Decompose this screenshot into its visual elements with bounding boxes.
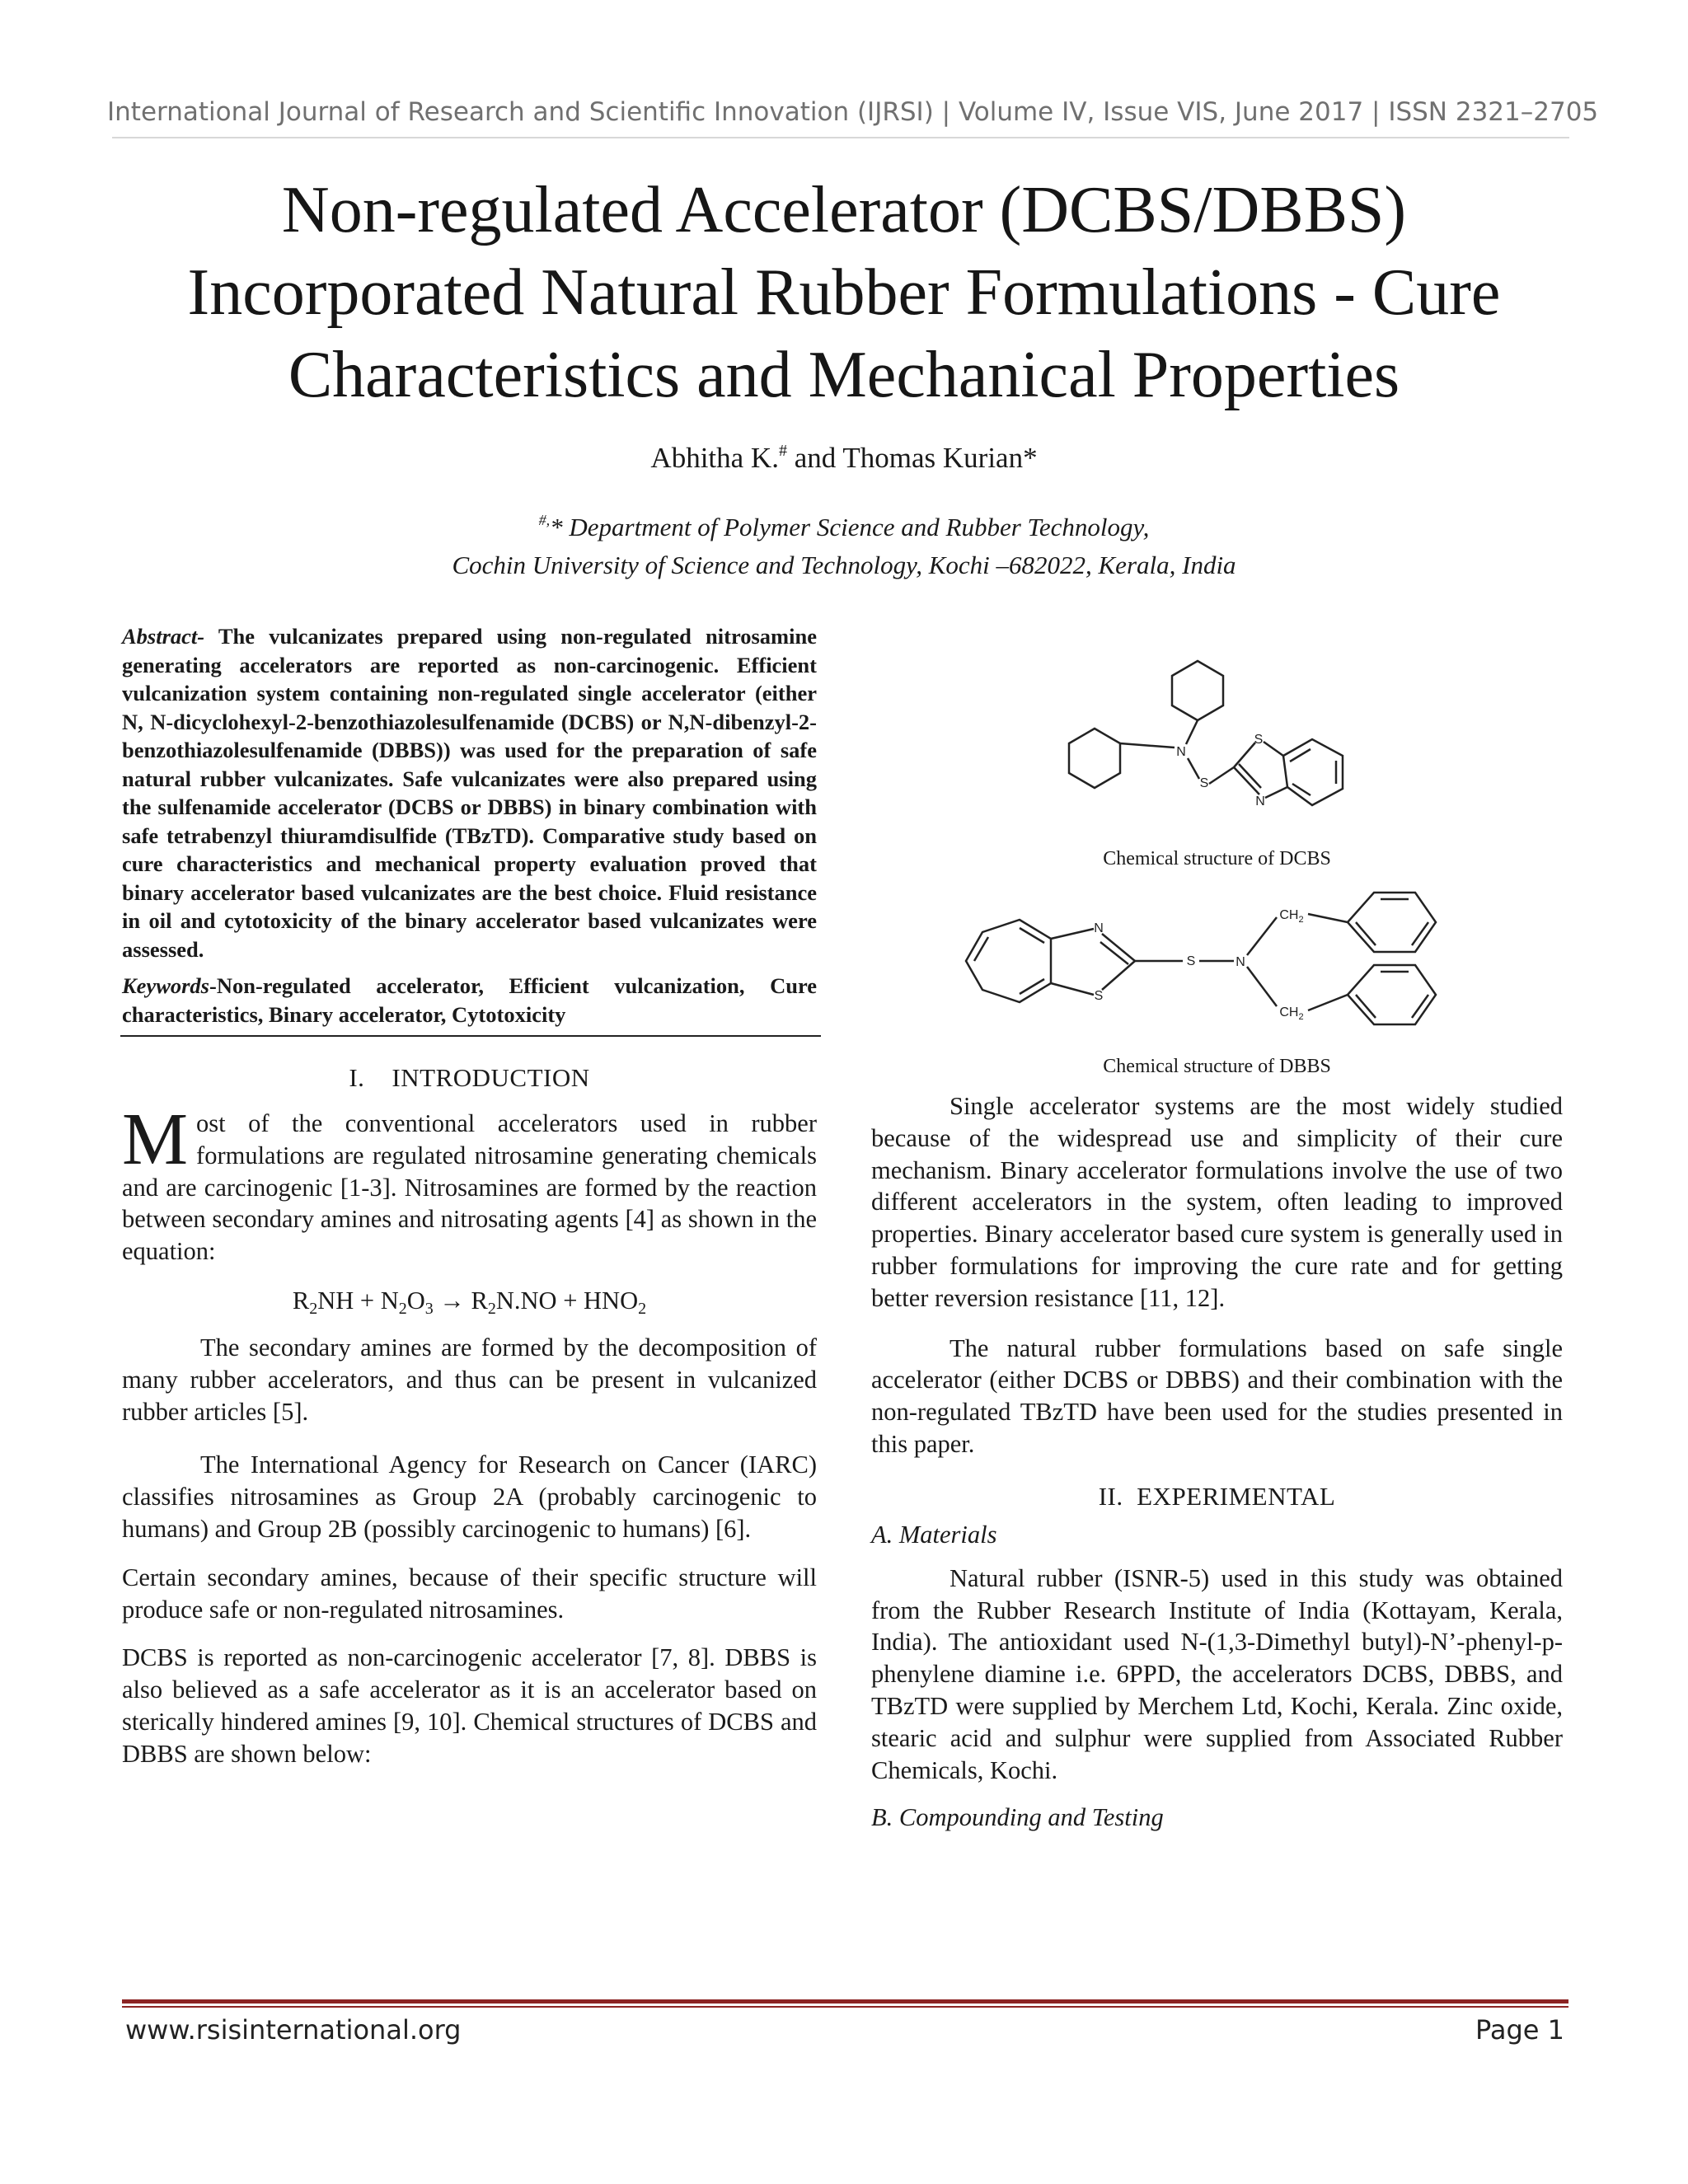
atom-label: N (1093, 921, 1104, 935)
dbbs-caption: Chemical structure of DBBS (1103, 1056, 1331, 1077)
atom-label: N (1235, 955, 1245, 969)
author-name: Thomas Kurian* (842, 442, 1038, 474)
abstract (122, 622, 817, 963)
abstract-text: The vulcanizates prepared using non-regulated nitrosamine generating accelerators are reported as non-carcinogenic. Efficient vulcanization system containing non-regulated single accelerator (either N, N-dicyclohexyl-2-benzothiazolesulfenamide (DCBS) or N,N-dibenzyl-2-benzothiazolesulfenamide (DBBS)) was used for the preparation of safe natural rubber vulcanizates. Safe vulcanizates were also prepared using the sulfenamide accelerator (DCBS or DBBS) in binary combination with safe tetrabenzyl thiuramdisulfide (TBzTD). Comparative study based on cure characteristics and mechanical property evaluation proved that binary accelerator based vulcanizates are the best choice. Fluid resistance in oil and cytotoxicity of the binary accelerator based vulcanizates were assessed. (122, 624, 817, 962)
header-divider (112, 137, 1569, 138)
atom-label: S (1186, 954, 1195, 968)
footer-website: www.rsisinternational.org (125, 2014, 462, 2046)
affiliation (115, 501, 1573, 584)
subsection-heading-compounding: B. Compounding and Testing (871, 1803, 1164, 1832)
intro-paragraph: The secondary amines are formed by the decomposition of many rubber accelerators, and thus can be present in vulcanized rubber articles [5]. (122, 1333, 817, 1426)
body-paragraph: Natural rubber (ISNR-5) used in this study was obtained from the Rubber Research Institute of India (Kottayam, Kerala, India). The antioxidant used N-(1,3-Dimethyl butyl)-N’-phenyl-p-phenylene diamine i.e. 6PPD, the accelerators DCBS, DBBS, and TBzTD were supplied by Merchem Ltd, Kochi, Kerala. Zinc oxide, stearic acid and sulphur were supplied from Associated Rubber Chemicals, Kochi. (871, 1563, 1563, 1784)
atom-label: S (1199, 776, 1208, 790)
abstract-label: Abstract- (122, 624, 205, 649)
atom-label: $CH_2$ (1278, 908, 1304, 925)
atom-label: N (1175, 745, 1186, 759)
atom-label: S (1254, 733, 1263, 747)
left-column (122, 622, 817, 1770)
intro-text: ost of the conventional accelerators used in rubber formulations are regulated nitrosamine generating chemicals and are carcinogenic [1-3]. Nitrosamines are formed by the reaction between secondary amines and nitrosating agents [4] as shown in the equation: (122, 1109, 817, 1266)
atom-label: N (1254, 794, 1265, 808)
section-heading-introduction: I. INTRODUCTION (349, 1063, 590, 1092)
dcbs-structure-diagram (970, 622, 1465, 845)
affiliation-line: * Department of Polymer Science and Rubber Technology, (550, 513, 1150, 541)
nitrosation-equation: $R_2NH + N_2O_3 \to R_2N.NO + HNO_2$ (292, 1286, 647, 1318)
footer-page-number: Page 1 (1475, 2014, 1564, 2046)
keywords (122, 972, 817, 1029)
author-conjunction: and (786, 442, 843, 474)
intro-paragraph: DCBS is reported as non-carcinogenic accelerator [7, 8]. DBBS is also believed as a safe accelerator as it is an accelerator based on sterically hindered amines [9, 10]. Chemical structures of DCBS and DBBS are shown below: (122, 1643, 817, 1768)
intro-paragraph: Certain secondary amines, because of their specific structure will produce safe or non-regulated nitrosamines. (122, 1563, 817, 1624)
body-paragraph: Single accelerator systems are the most widely studied because of the widespread use and simplicity of their cure mechanism. Binary accelerator formulations involve the use of two different accelerators in the system, often leading to improved properties. Binary accelerator based cure system is generally used in rubber formulations for improving the cure rate and for getting better reversion resistance [11, 12]. (871, 1092, 1563, 1312)
atom-label: S (1094, 989, 1103, 1003)
subsection-heading-materials: A. Materials (871, 1520, 997, 1549)
section-heading-experimental: II. EXPERIMENTAL (1098, 1481, 1336, 1511)
footer-rule (122, 1999, 1568, 2004)
intro-paragraph: The International Agency for Research on Cancer (IARC) classifies nitrosamines as Group 2A (probably carcinogenic to humans) and Group 2B (possibly carcinogenic to humans) [6]. (122, 1451, 817, 1543)
affiliation-line: Cochin University of Science and Technology, Kochi –682022, Kerala, India (452, 551, 1236, 579)
body-paragraph: The natural rubber formulations based on safe single accelerator (either DCBS or DBBS) and their combination with the non-regulated TBzTD have been used for the studies presented in this paper. (871, 1333, 1563, 1458)
paper-title (115, 169, 1573, 416)
keywords-text: -Non-regulated accelerator, Efficient vulcanization, Cure characteristics, Binary accelerator, Cytotoxicity (122, 973, 817, 1027)
right-column (871, 622, 1563, 1834)
title-line: Incorporated Natural Rubber Formulations - Cure (187, 256, 1501, 329)
affiliation-marks: #, (538, 512, 551, 528)
dcbs-caption: Chemical structure of DCBS (1103, 848, 1331, 869)
title-line: Non-regulated Accelerator (DCBS/DBBS) (281, 174, 1407, 246)
footer-rule (122, 2006, 1568, 2008)
title-line: Characteristics and Mechanical Properties (288, 339, 1400, 411)
author-line (115, 442, 1573, 475)
dbbs-structure-diagram (954, 883, 1481, 1039)
atom-label: $CH_2$ (1278, 1005, 1304, 1022)
drop-cap: M (122, 1099, 189, 1180)
author-name: Abhitha K. (650, 442, 779, 474)
keywords-divider (120, 1035, 821, 1037)
running-head: International Journal of Research and Scientific Innovation (IJRSI) | Volume IV, Issue VIS, June 2017 | ISSN 2321–2705 (107, 97, 1599, 127)
intro-paragraph (122, 1099, 817, 1268)
keywords-label: Keywords (122, 973, 209, 998)
author-mark: # (778, 442, 787, 460)
